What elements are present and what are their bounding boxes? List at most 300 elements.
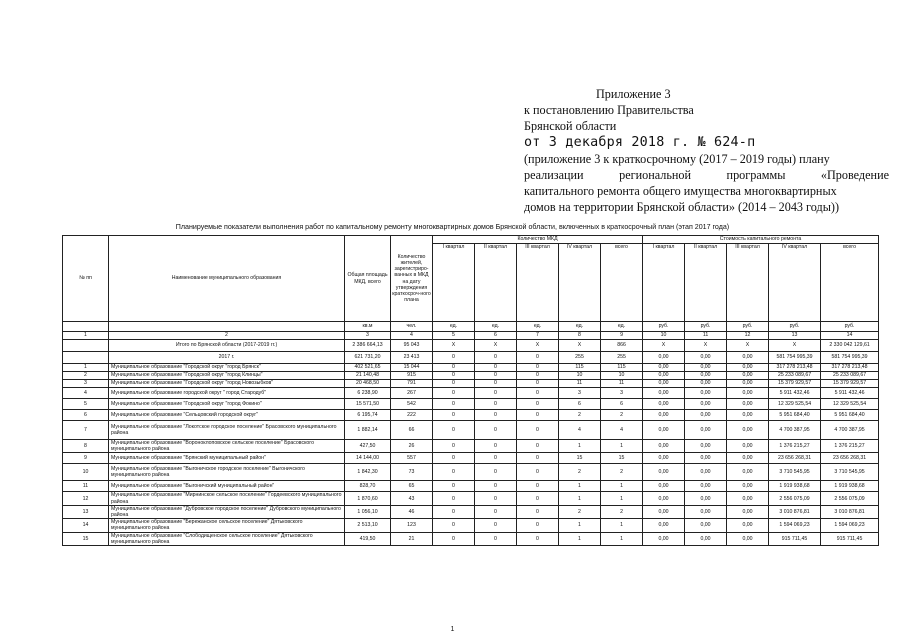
table-cell: 0 <box>517 481 559 492</box>
table-cell: 6 <box>475 332 517 340</box>
table-cell: 2 <box>559 505 601 518</box>
table-cell: Муниципальное образование "Городской округ "город Фокино" <box>109 399 345 410</box>
table-cell: X <box>475 340 517 352</box>
unit-cell: ед. <box>559 322 601 332</box>
table-cell: 7 <box>63 421 109 440</box>
table-cell: 0 <box>433 532 475 545</box>
table-cell: 0 <box>433 505 475 518</box>
table-cell: 25 233 089,67 <box>769 372 821 380</box>
table-cell: 0,00 <box>727 410 769 421</box>
table-cell: 0,00 <box>643 380 685 388</box>
table-cell: 23 656 268,31 <box>821 453 879 464</box>
table-cell: 2 556 075,09 <box>769 492 821 505</box>
table-cell: 9 <box>63 453 109 464</box>
table-row <box>63 453 879 464</box>
table-cell: 0 <box>517 519 559 532</box>
table-cell: Муниципальное образование "Городской округ "город Брянск" <box>109 364 345 372</box>
table-cell: 1 882,14 <box>345 421 391 440</box>
table-cell: 0,00 <box>643 410 685 421</box>
table-cell: 0 <box>433 410 475 421</box>
table-cell: 828,70 <box>345 481 391 492</box>
table-cell: 11 <box>63 481 109 492</box>
table-cell: 2 <box>601 410 643 421</box>
table-cell: 12 <box>63 492 109 505</box>
table-cell: 10 <box>643 332 685 340</box>
col-header-residents: Количество жителей, зарегистриро-ванных в МКД на дату утверждения краткосроч-ного плана <box>391 236 433 322</box>
table-cell: 1 <box>63 332 109 340</box>
table-cell: 0 <box>475 464 517 481</box>
table-cell: 0 <box>517 492 559 505</box>
table-cell: 1 <box>63 364 109 372</box>
table-cell: Муниципальное образование "Городской округ "город Новозыбков" <box>109 380 345 388</box>
table-cell: 3 010 876,81 <box>821 505 879 518</box>
table-cell: 0,00 <box>727 352 769 364</box>
table-cell: 1 594 069,23 <box>769 519 821 532</box>
table-cell: 12 <box>727 332 769 340</box>
table-cell: 317 278 213,48 <box>769 364 821 372</box>
table-cell: 1 <box>601 481 643 492</box>
table-cell: 0,00 <box>685 364 727 372</box>
col-header-mkd-total: всего <box>601 244 643 322</box>
table-cell: 542 <box>391 399 433 410</box>
table-cell: 0,00 <box>685 388 727 399</box>
table-cell: 3 <box>63 380 109 388</box>
table-cell: 1 594 069,23 <box>821 519 879 532</box>
table-cell: Муниципальное образование "Слободищенское сельское поселение" Дятьковского муниципального района <box>109 532 345 545</box>
table-cell: 621 731,20 <box>345 352 391 364</box>
table-cell: 11 <box>685 332 727 340</box>
table-cell: 13 <box>63 505 109 518</box>
table-cell: 11 <box>559 380 601 388</box>
table-cell: 0,00 <box>643 481 685 492</box>
table-cell <box>63 352 109 364</box>
page-number: 1 <box>450 626 455 633</box>
table-cell: 0 <box>475 399 517 410</box>
header-line-3: Брянской области <box>524 119 617 134</box>
header-line-7: капитального ремонта общего имущества многоквартирных <box>524 184 837 199</box>
table-cell: 73 <box>391 464 433 481</box>
table-cell: 1 842,30 <box>345 464 391 481</box>
table-cell: 1 <box>601 519 643 532</box>
table-cell: 10 <box>559 372 601 380</box>
unit-cell: ед. <box>517 322 559 332</box>
table-cell: 25 233 089,67 <box>821 372 879 380</box>
col-header-mkd-q4: IV квартал <box>559 244 601 322</box>
table-cell: 0 <box>433 421 475 440</box>
col-header-mkd-q3: III квартал <box>517 244 559 322</box>
table-cell: 0,00 <box>685 464 727 481</box>
table-cell: 10 <box>601 372 643 380</box>
table-cell: 66 <box>391 421 433 440</box>
table-cell: 0 <box>433 453 475 464</box>
table-cell: 21 140,48 <box>345 372 391 380</box>
table-cell: 11 <box>601 380 643 388</box>
unit-cell: руб. <box>685 322 727 332</box>
table-cell: 0,00 <box>727 481 769 492</box>
table-cell: 15 044 <box>391 364 433 372</box>
table-cell: 0,00 <box>685 352 727 364</box>
table-cell: 0 <box>433 372 475 380</box>
table-cell: 21 <box>391 532 433 545</box>
table-cell: X <box>727 340 769 352</box>
table-cell: 2 <box>109 332 345 340</box>
table-cell: 20 468,50 <box>345 380 391 388</box>
table-cell: 0,00 <box>643 519 685 532</box>
table-cell: 1 919 938,68 <box>821 481 879 492</box>
table-cell: 12 329 525,54 <box>769 399 821 410</box>
table-cell: 1 <box>559 481 601 492</box>
unit-cell: руб. <box>643 322 685 332</box>
table-cell: 46 <box>391 505 433 518</box>
table-cell: 6 <box>559 399 601 410</box>
table-row <box>63 380 879 388</box>
table-cell: 14 <box>821 332 879 340</box>
col-header-cost-q2: II квартал <box>685 244 727 322</box>
table-cell: 0,00 <box>685 410 727 421</box>
table-cell: 2 <box>601 464 643 481</box>
table-cell: Муниципальное образование "Выгоничское городское поселение" Выгоничского муниципального района <box>109 464 345 481</box>
col-header-mkd-q2: II квартал <box>475 244 517 322</box>
table-cell: 15 379 929,57 <box>769 380 821 388</box>
col-header-number: № пп <box>63 236 109 322</box>
table-cell: 0 <box>517 399 559 410</box>
table-cell: 0,00 <box>685 380 727 388</box>
table-cell: 1 <box>601 440 643 453</box>
table-cell: 15 <box>559 453 601 464</box>
col-header-mkd-q1: I квартал <box>433 244 475 322</box>
table-cell: 0 <box>517 388 559 399</box>
table-cell: 0,00 <box>643 399 685 410</box>
table-cell: 4 <box>601 421 643 440</box>
table-cell: 1 376 215,27 <box>769 440 821 453</box>
table-cell: 5 911 432,46 <box>769 388 821 399</box>
table-cell: 255 <box>601 352 643 364</box>
table-cell: 0,00 <box>727 464 769 481</box>
table-cell: 4 <box>63 388 109 399</box>
table-cell: 6 238,90 <box>345 388 391 399</box>
table-cell: 222 <box>391 410 433 421</box>
table-cell: 0 <box>475 388 517 399</box>
table-cell: 2 <box>63 372 109 380</box>
table-cell: 0 <box>517 352 559 364</box>
table-cell: 0 <box>517 421 559 440</box>
table-cell: 3 010 876,81 <box>769 505 821 518</box>
table-cell: 0,00 <box>727 380 769 388</box>
table-cell: 0 <box>475 352 517 364</box>
table-cell: 14 <box>63 519 109 532</box>
table-cell: 15 <box>63 532 109 545</box>
table-cell: 5 951 684,40 <box>821 410 879 421</box>
header-line-date: от 3 декабря 2018 г. № 624-п <box>524 134 756 150</box>
table-cell: 0 <box>433 364 475 372</box>
table-cell: 0 <box>475 492 517 505</box>
appendix-title: Приложение 3 <box>596 87 671 101</box>
table-cell: 9 <box>601 332 643 340</box>
table-cell: 0,00 <box>727 453 769 464</box>
table-cell: 1 <box>559 532 601 545</box>
table-cell: 6 195,74 <box>345 410 391 421</box>
table-row <box>63 481 879 492</box>
table-cell: Муниципальное образование "Брянский муниципальный район" <box>109 453 345 464</box>
indicators-table <box>62 235 879 546</box>
table-cell: 0 <box>433 492 475 505</box>
table-cell: 0,00 <box>727 388 769 399</box>
table-cell: 0,00 <box>685 505 727 518</box>
table-cell: 0,00 <box>685 532 727 545</box>
table-title: Планируемые показатели выполнения работ по капитальному ремонту многоквартирных домов Брянской области, включенных в краткосрочный план (этап 2017 года) <box>175 223 730 231</box>
table-cell: 1 919 938,68 <box>769 481 821 492</box>
table-cell: X <box>517 340 559 352</box>
group-header-mkd-count: Количество МКД <box>433 236 643 244</box>
table-cell: 15 379 929,57 <box>821 380 879 388</box>
table-cell: 1 <box>559 440 601 453</box>
table-cell: 0 <box>517 505 559 518</box>
table-cell: 15 571,50 <box>345 399 391 410</box>
table-cell: Муниципальное образование "Сельцовский городской округ" <box>109 410 345 421</box>
table-cell: 1 <box>601 532 643 545</box>
table-cell: 0,00 <box>643 364 685 372</box>
table-cell: 0 <box>517 453 559 464</box>
total-row <box>63 340 879 352</box>
table-cell: 0 <box>433 388 475 399</box>
table-cell: 0 <box>517 380 559 388</box>
table-cell: 581 754 995,39 <box>821 352 879 364</box>
table-cell: 2 <box>559 410 601 421</box>
unit-cell: кв.м <box>345 322 391 332</box>
table-cell: 0,00 <box>643 372 685 380</box>
table-cell: 5 <box>433 332 475 340</box>
table-cell: 0,00 <box>685 399 727 410</box>
table-cell: 3 <box>345 332 391 340</box>
unit-cell: ед. <box>475 322 517 332</box>
table-row <box>63 464 879 481</box>
table-cell: Муниципальное образование "Городской округ "город Клинцы" <box>109 372 345 380</box>
header-line-2: к постановлению Правительства <box>524 103 694 118</box>
table-cell: Муниципальное образование "Мирнинское сельское поселение" Гордеевского муниципального района <box>109 492 345 505</box>
table-cell: 0 <box>475 481 517 492</box>
table-cell: 0 <box>475 453 517 464</box>
unit-cell: чел. <box>391 322 433 332</box>
table-cell: 255 <box>559 352 601 364</box>
table-cell: 5 951 684,40 <box>769 410 821 421</box>
table-cell: 10 <box>63 464 109 481</box>
table-cell: 8 <box>63 440 109 453</box>
table-cell: 0,00 <box>727 519 769 532</box>
table-cell: 0,00 <box>727 492 769 505</box>
col-header-cost-total: всего <box>821 244 879 322</box>
table-cell: 12 329 525,54 <box>821 399 879 410</box>
table-cell: 0 <box>475 440 517 453</box>
table-cell: 0,00 <box>685 440 727 453</box>
table-cell: 791 <box>391 380 433 388</box>
table-cell: 23 656 268,31 <box>769 453 821 464</box>
table-cell: 0,00 <box>727 372 769 380</box>
table-row <box>63 440 879 453</box>
table-cell: 0 <box>475 519 517 532</box>
table-cell: Итого по Брянской области (2017-2019 гг.) <box>109 340 345 352</box>
table-cell: 1 <box>559 519 601 532</box>
table-row <box>63 421 879 440</box>
table-cell: X <box>769 340 821 352</box>
table-cell: 0 <box>475 532 517 545</box>
table-cell: 0 <box>475 372 517 380</box>
col-header-name: Наименование муниципального образования <box>109 236 345 322</box>
table-cell: 0,00 <box>685 453 727 464</box>
table-cell: 2 <box>559 464 601 481</box>
table-cell: 0 <box>433 399 475 410</box>
table-cell: 1 056,10 <box>345 505 391 518</box>
col-header-cost-q3: III квартал <box>727 244 769 322</box>
table-cell: 26 <box>391 440 433 453</box>
table-cell: 0 <box>475 421 517 440</box>
table-cell: X <box>643 340 685 352</box>
table-cell: 95 043 <box>391 340 433 352</box>
table-cell: 6 <box>63 410 109 421</box>
table-cell: 0,00 <box>685 372 727 380</box>
table-cell: 419,50 <box>345 532 391 545</box>
table-cell: 0,00 <box>643 421 685 440</box>
table-cell: X <box>559 340 601 352</box>
table-cell: 0 <box>433 481 475 492</box>
table-cell: 0,00 <box>685 421 727 440</box>
table-cell: 4 700 387,95 <box>769 421 821 440</box>
unit-cell: ед. <box>601 322 643 332</box>
table-cell: 4 <box>391 332 433 340</box>
table-cell <box>63 322 109 332</box>
table-cell: 0 <box>475 410 517 421</box>
table-cell: 0,00 <box>727 399 769 410</box>
table-cell: X <box>433 340 475 352</box>
document-header <box>524 86 889 216</box>
table-cell: 317 278 213,48 <box>821 364 879 372</box>
table-cell: 43 <box>391 492 433 505</box>
table-cell: 1 <box>559 492 601 505</box>
table-cell: 0 <box>517 440 559 453</box>
header-line-5: (приложение 3 к краткосрочному (2017 – 2019 годы) плану <box>524 151 830 166</box>
table-cell: 2 513,10 <box>345 519 391 532</box>
table-cell: 866 <box>601 340 643 352</box>
table-cell: 0 <box>433 352 475 364</box>
table-cell: 581 754 995,39 <box>769 352 821 364</box>
unit-cell: руб. <box>821 322 879 332</box>
table-cell: 0 <box>475 364 517 372</box>
table-cell: 6 <box>601 399 643 410</box>
table-cell: 0 <box>475 380 517 388</box>
column-index-row <box>63 332 879 340</box>
table-cell: 2 556 075,09 <box>821 492 879 505</box>
units-row <box>63 322 879 332</box>
table-cell: 4 <box>559 421 601 440</box>
table-cell: X <box>685 340 727 352</box>
table-row <box>63 492 879 505</box>
year-row <box>63 352 879 364</box>
table-cell: 0,00 <box>643 388 685 399</box>
table-cell: 427,50 <box>345 440 391 453</box>
table-row <box>63 364 879 372</box>
table-cell: 0,00 <box>685 519 727 532</box>
table-cell: 0,00 <box>727 505 769 518</box>
table-cell: 4 700 387,95 <box>821 421 879 440</box>
table-cell: Муниципальное образование "Локотское городское поселение" Брасовского муниципального района <box>109 421 345 440</box>
table-cell: 0,00 <box>685 481 727 492</box>
table-cell: Муниципальное образование "Дубровское городское поселение" Дубровского муниципального района <box>109 505 345 518</box>
table-cell: 0,00 <box>643 453 685 464</box>
table-cell: 5 <box>63 399 109 410</box>
table-cell: 2 386 664,13 <box>345 340 391 352</box>
table-cell: 0,00 <box>727 440 769 453</box>
table-cell: 0 <box>517 532 559 545</box>
table-cell: 1 870,60 <box>345 492 391 505</box>
table-cell: 0,00 <box>643 464 685 481</box>
group-header-repair-cost: Стоимость капитального ремонта <box>643 236 879 244</box>
table-cell: 115 <box>559 364 601 372</box>
table-cell: 0,00 <box>643 532 685 545</box>
table-cell: 0,00 <box>727 364 769 372</box>
table-cell: 1 376 215,27 <box>821 440 879 453</box>
header-line-8: домов на территории Брянской области» (2014 – 2043 годы)) <box>524 200 839 215</box>
table-cell: 0,00 <box>643 505 685 518</box>
table-cell: 3 710 545,95 <box>821 464 879 481</box>
table-row <box>63 372 879 380</box>
table-cell <box>63 340 109 352</box>
table-cell: 8 <box>559 332 601 340</box>
table-cell: Муниципальное образование "Выгоничский муниципальный район" <box>109 481 345 492</box>
table-cell: 7 <box>517 332 559 340</box>
table-cell: 0 <box>433 464 475 481</box>
table-cell: 2017 г. <box>109 352 345 364</box>
table-cell: 3 <box>559 388 601 399</box>
table-cell: 0 <box>433 380 475 388</box>
unit-cell: ед. <box>433 322 475 332</box>
table-cell: 14 144,00 <box>345 453 391 464</box>
table-cell: 0,00 <box>685 492 727 505</box>
table-cell: Муниципальное образование "Бережанское сельское поселение" Дятьковского муниципального района <box>109 519 345 532</box>
table-row <box>63 399 879 410</box>
table-cell: 915 711,45 <box>769 532 821 545</box>
table-cell: 0,00 <box>643 440 685 453</box>
table-row <box>63 505 879 518</box>
table-cell: 5 911 432,46 <box>821 388 879 399</box>
table-cell: 0,00 <box>643 352 685 364</box>
table-cell: 267 <box>391 388 433 399</box>
table-cell: 557 <box>391 453 433 464</box>
col-header-area: Общая площадь МКД, всего <box>345 236 391 322</box>
table-row <box>63 519 879 532</box>
unit-cell: руб. <box>727 322 769 332</box>
table-row <box>63 532 879 545</box>
table-cell: 0 <box>517 410 559 421</box>
unit-cell: руб. <box>769 322 821 332</box>
table-cell: 23 413 <box>391 352 433 364</box>
table-cell: 0 <box>517 464 559 481</box>
table-cell: 13 <box>769 332 821 340</box>
table-cell: Муниципальное образование городской округ " город Стародуб" <box>109 388 345 399</box>
table-cell: 0 <box>475 505 517 518</box>
table-cell: 2 330 042 129,61 <box>821 340 879 352</box>
table-cell: 1 <box>601 492 643 505</box>
table-cell: 402 521,65 <box>345 364 391 372</box>
col-header-cost-q4: IV квартал <box>769 244 821 322</box>
table-cell: 0 <box>433 440 475 453</box>
table-cell: 2 <box>601 505 643 518</box>
table-row <box>63 410 879 421</box>
table-cell: Муниципальное образование "Вороноклоповское сельское поселение" Брасовского муниципального района <box>109 440 345 453</box>
table-cell: 65 <box>391 481 433 492</box>
table-cell: 0 <box>517 372 559 380</box>
table-row <box>63 388 879 399</box>
table-cell: 15 <box>601 453 643 464</box>
table-cell: 915 <box>391 372 433 380</box>
